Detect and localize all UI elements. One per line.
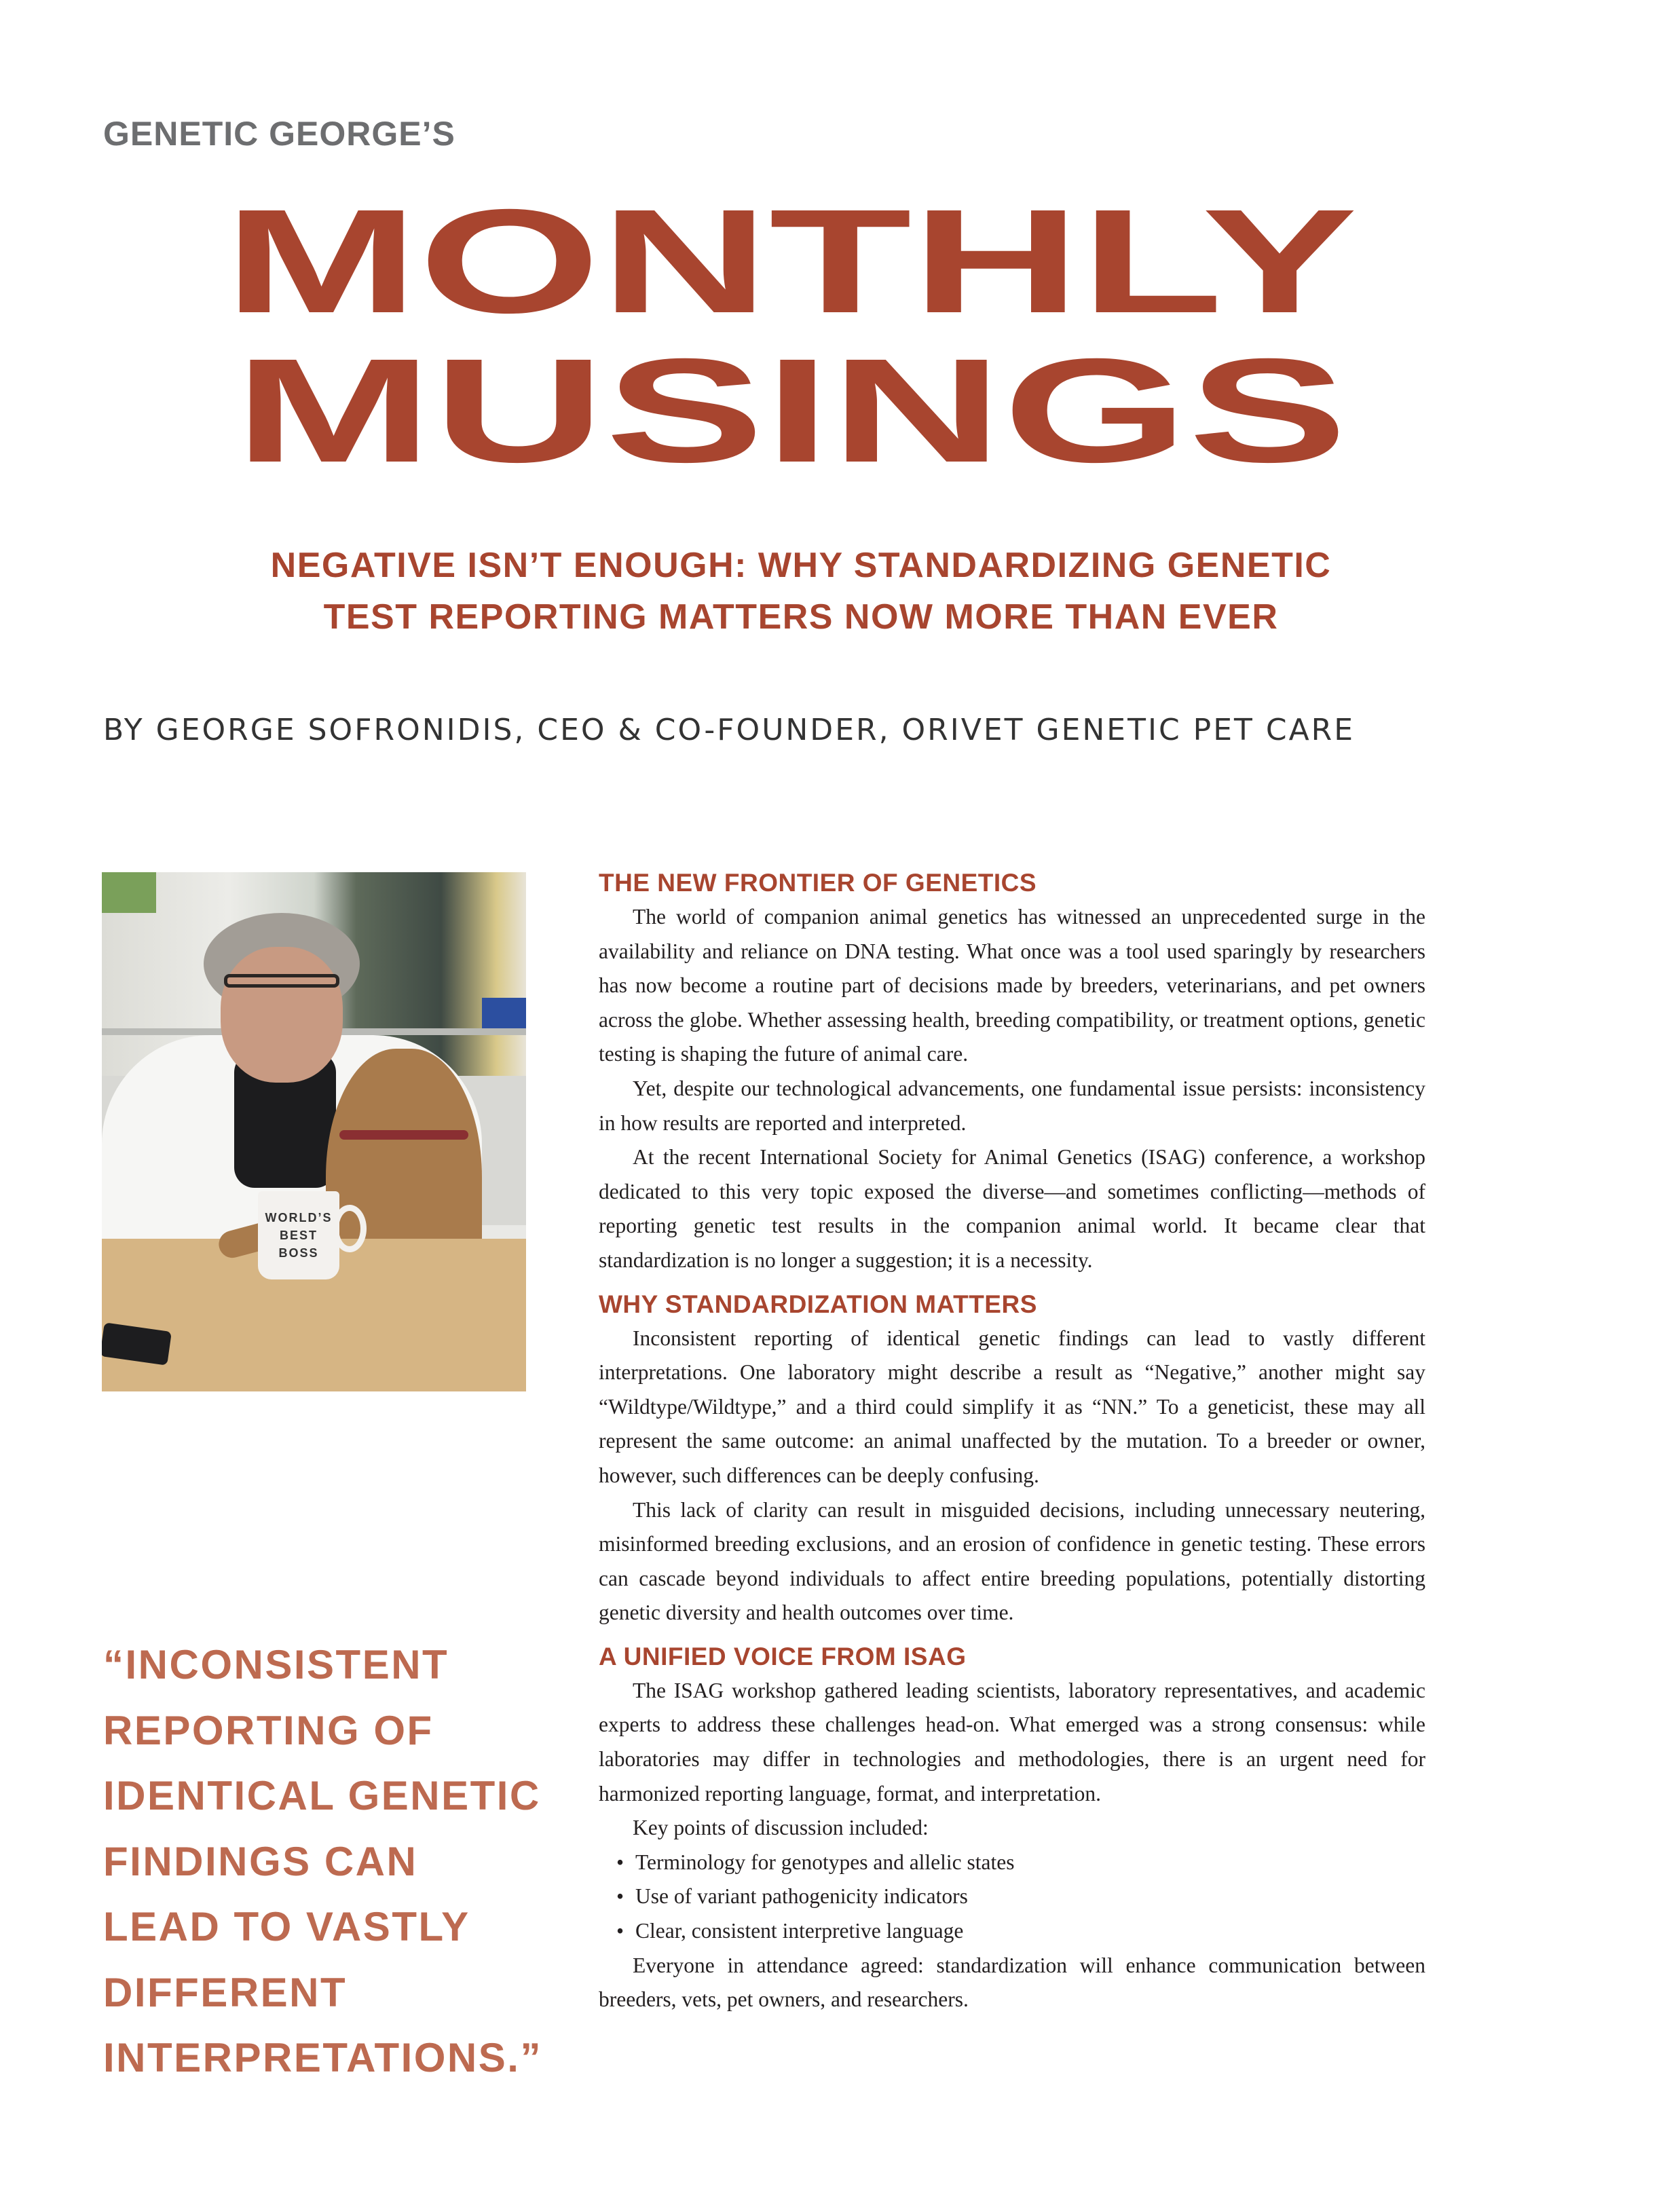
quote-line: LEAD TO VASTLY: [103, 1904, 470, 1949]
list-item: • Clear, consistent interpretive language: [616, 1914, 1425, 1949]
list-item: • Use of variant pathogenicity indicators: [616, 1879, 1425, 1914]
headline-line-1: NEGATIVE ISN’T ENOUGH: WHY STANDARDIZING GENETIC: [270, 546, 1332, 585]
quote-line: FINDINGS CAN: [103, 1838, 418, 1884]
article-headline: [122, 540, 1480, 643]
mug-text-2: BEST: [279, 1229, 318, 1242]
column-kicker: GENETIC GEORGE’S: [103, 115, 455, 153]
paragraph: This lack of clarity can result in misguided decisions, including unnecessary neutering, misinformed breeding exclusions, and an erosion of confidence in genetic testing. These errors can cascade beyond individuals to affect entire breeding populations, potentially distorting genetic diversity and health outcomes over time.: [599, 1497, 1425, 1625]
author-photo: [102, 872, 526, 1391]
paragraph: The ISAG workshop gathered leading scientists, laboratory representatives, and academic experts to address these challenges head-on. What emerged was a strong consensus: while laboratories may differ in technologies and methodologies, there is an urgent need for harmonized reporting language, format, and interpretation.: [599, 1678, 1425, 1806]
quote-line: REPORTING OF: [103, 1707, 434, 1753]
quote-line: IDENTICAL GENETIC: [103, 1773, 541, 1818]
masthead-line-1: MONTHLY: [224, 179, 1358, 344]
list-item: • Terminology for genotypes and allelic states: [616, 1846, 1425, 1880]
byline: BY GEORGE SOFRONIDIS, CEO & CO-FOUNDER, ORIVET GENETIC PET CARE: [103, 713, 1356, 747]
mug-text-1: WORLD’S: [265, 1211, 333, 1224]
paragraph: Yet, despite our technological advancements, one fundamental issue persists: inconsistency in how results are reported and interpreted.: [599, 1076, 1425, 1135]
quote-line: “INCONSISTENT: [103, 1642, 449, 1687]
pull-quote: [103, 1632, 542, 2091]
quote-line: INTERPRETATIONS.”: [103, 2035, 542, 2080]
section-heading: A UNIFIED VOICE FROM ISAG: [599, 1642, 967, 1670]
paragraph: At the recent International Society for Animal Genetics (ISAG) conference, a workshop dedicated to this very topic exposed the diverse—and sometimes conflicting—methods of reporting genetic test results in the companion animal world. It became clear that standardization is no longer a suggestion; it is a necessity.: [599, 1145, 1425, 1272]
quote-line: DIFFERENT: [103, 1969, 348, 2015]
paragraph: Inconsistent reporting of identical genetic findings can lead to vastly different interpretations. One laboratory might describe a result as “Negative,” another might say “Wildtype/Wildtype,” and a third could simplify it as “NN.” To a geneticist, these may all represent the same outcome: an animal unaffected by the mutation. To a breeder or owner, however, such differences can be deeply confusing.: [599, 1326, 1425, 1487]
section-heading: THE NEW FRONTIER OF GENETICS: [599, 869, 1037, 897]
mug: [258, 1191, 339, 1279]
section-heading: WHY STANDARDIZATION MATTERS: [599, 1290, 1037, 1318]
article-body: [599, 866, 1425, 2017]
paragraph: Everyone in attendance agreed: standardization will enhance communication between breeders, vets, pet owners, and researchers.: [599, 1953, 1425, 2012]
masthead-title: [0, 0, 1680, 489]
paragraph: The world of companion animal genetics has witnessed an unprecedented surge in the availability and reliance on DNA testing. What once was a tool used sparingly by researchers has now become a routine part of decisions made by breeders, veterinarians, and pet owners across the globe. Whether assessing health, breeding compatibility, or treatment options, genetic testing is shaping the future of animal care.: [599, 905, 1425, 1066]
mug-text-3: BOSS: [278, 1246, 319, 1260]
paragraph: Key points of discussion included:: [633, 1816, 929, 1840]
discussion-points-list: [599, 1846, 1425, 1949]
masthead-line-2: MUSINGS: [234, 329, 1347, 489]
headline-line-2: TEST REPORTING MATTERS NOW MORE THAN EVER: [323, 597, 1279, 637]
